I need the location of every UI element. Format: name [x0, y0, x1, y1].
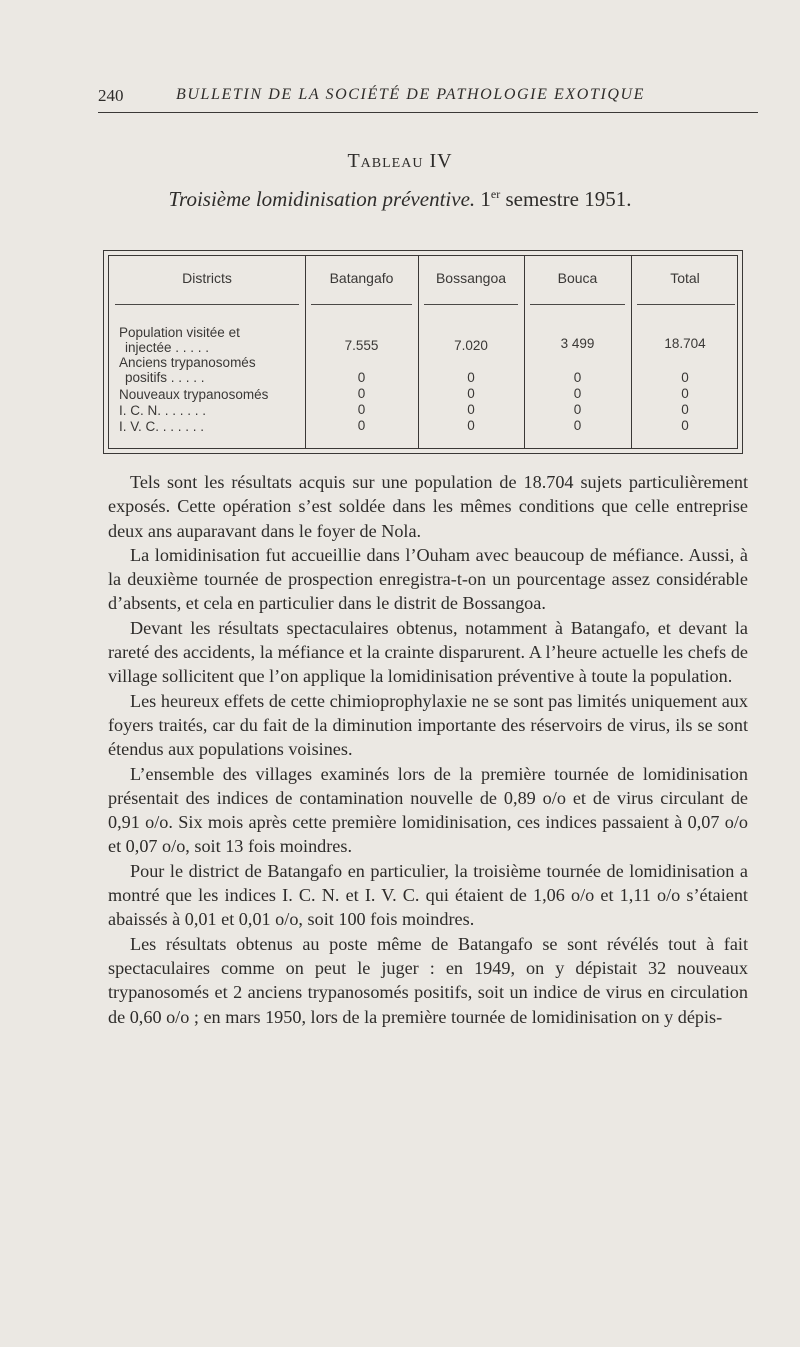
row-label-icn	[119, 403, 309, 418]
paragraph: Les résultats obtenus au poste même de Batangafo se sont révélés tout à fait spectaculaires comme on peut le juger : en 1949, on y dépistait 32 nouveaux trypanosomés et 2 anciens trypanosomés positifs, soit un indice de virus en circulation de 0,60 o/o ; en mars 1950, lors de la première tournée de lomidinisation on y dépis-	[108, 933, 748, 1027]
table-subtitle-sup: er	[490, 187, 501, 201]
header-rule	[115, 304, 299, 305]
table-cell: 0	[357, 418, 366, 433]
table-inner-frame	[108, 255, 738, 449]
table-title: Tableau IV	[347, 150, 453, 172]
table-subtitle	[0, 187, 800, 212]
table-cell: 0	[357, 402, 366, 417]
table-cell: 3 499	[560, 336, 595, 351]
row-label-line: I. C. N. . . . . . .	[119, 403, 207, 418]
row-label-line: I. V. C. . . . . . .	[119, 419, 205, 434]
header-rule	[530, 304, 625, 305]
table-subtitle-italic: Troisième lomidinisation préventive.	[168, 187, 476, 211]
table-cell: 0	[573, 418, 582, 433]
row-label-line: Population visitée et	[119, 325, 240, 340]
row-label-line: Nouveaux trypanosomés	[119, 387, 269, 402]
table-cell: 0	[681, 370, 689, 385]
table-cell: 0	[573, 402, 582, 417]
row-label-line: positifs . . . . .	[125, 370, 205, 385]
table-cell: 0	[467, 418, 475, 433]
column-header-bossangoa: Bossangoa	[435, 270, 507, 286]
row-label-nouveaux	[119, 387, 309, 402]
header-rule	[424, 304, 518, 305]
table-cell: 0	[357, 370, 366, 385]
row-label-population	[119, 325, 309, 355]
page-number: 240	[98, 86, 124, 105]
paragraph: Les heureux effets de cette chimioprophylaxie ne se sont pas limités uniquement aux foyers traités, car du fait de la diminution importante des réservoirs de virus, ils se sont étendus aux populations voisines.	[108, 690, 748, 760]
paragraph: Pour le district de Batangafo en particulier, la troisième tournée de lomidinisation a montré que les indices I. C. N. et I. V. C. qui étaient de 1,06 o/o et 1,11 o/o s’étaient abaissés à 0,01 et 0,01 o/o, soit 100 fois moindres.	[108, 860, 748, 930]
paragraph: Devant les résultats spectaculaires obtenus, notamment à Batangafo, et devant la rareté des accidents, la méfiance et la crainte disparurent. A l’heure actuelle les chefs de village sollicitent que l’on applique la lomidinisation préventive à toute la population.	[108, 617, 748, 687]
header-rule	[311, 304, 412, 305]
table-cell: 0	[467, 386, 475, 401]
journal-title: BULLETIN DE LA SOCIÉTÉ DE PATHOLOGIE EXOTIQUE	[176, 86, 646, 103]
column-header-districts: Districts	[182, 270, 232, 286]
table-cell: 0	[467, 402, 475, 417]
table-cell: 0	[681, 386, 689, 401]
table-cell: 7.555	[344, 338, 379, 353]
table-subtitle-ordinal: 1	[480, 187, 491, 211]
paragraph: L’ensemble des villages examinés lors de la première tournée de lomidinisation présentait des indices de contamination nouvelle de 0,89 o/o et de virus circulant de 0,91 o/o. Six mois après cette première lomidinisation, ces indices passaient à 0,07 o/o et 0,07 o/o, soit 13 fois moindres.	[108, 763, 748, 857]
row-label-line: injectée . . . . .	[125, 340, 210, 355]
table-cell: 0	[467, 370, 475, 385]
table-subtitle-rest: semestre 1951.	[500, 187, 632, 211]
row-label-line: Anciens trypanosomés	[119, 355, 256, 370]
table-cell: 18.704	[664, 336, 706, 351]
row-label-ivc	[119, 419, 309, 434]
row-label-anciens	[119, 355, 309, 385]
table-cell: 0	[681, 402, 689, 417]
table-cell: 0	[573, 386, 582, 401]
column-header-batangafo: Batangafo	[329, 270, 394, 286]
table-cell: 0	[357, 386, 366, 401]
table-cell: 7.020	[454, 338, 488, 353]
paragraph: La lomidinisation fut accueillie dans l’Ouham avec beaucoup de méfiance. Aussi, à la deuxième tournée de prospection enregistra-t-on un pourcentage assez considérable d’absents, et cela en particulier dans le distrit de Bossangoa.	[108, 544, 748, 614]
paragraph: Tels sont les résultats acquis sur une population de 18.704 sujets particulièrement exposés. Cette opération s’est soldée dans les mêmes conditions que celle entreprise deux ans auparavant dans le foyer de Nola.	[108, 472, 748, 541]
column-header-bouca: Bouca	[557, 270, 598, 286]
table-cell: 0	[681, 418, 689, 433]
data-table	[103, 250, 743, 454]
header-rule	[637, 304, 735, 305]
running-head	[98, 86, 758, 113]
table-cell: 0	[573, 370, 582, 385]
column-header-total: Total	[670, 270, 700, 286]
body-text	[108, 470, 748, 1029]
